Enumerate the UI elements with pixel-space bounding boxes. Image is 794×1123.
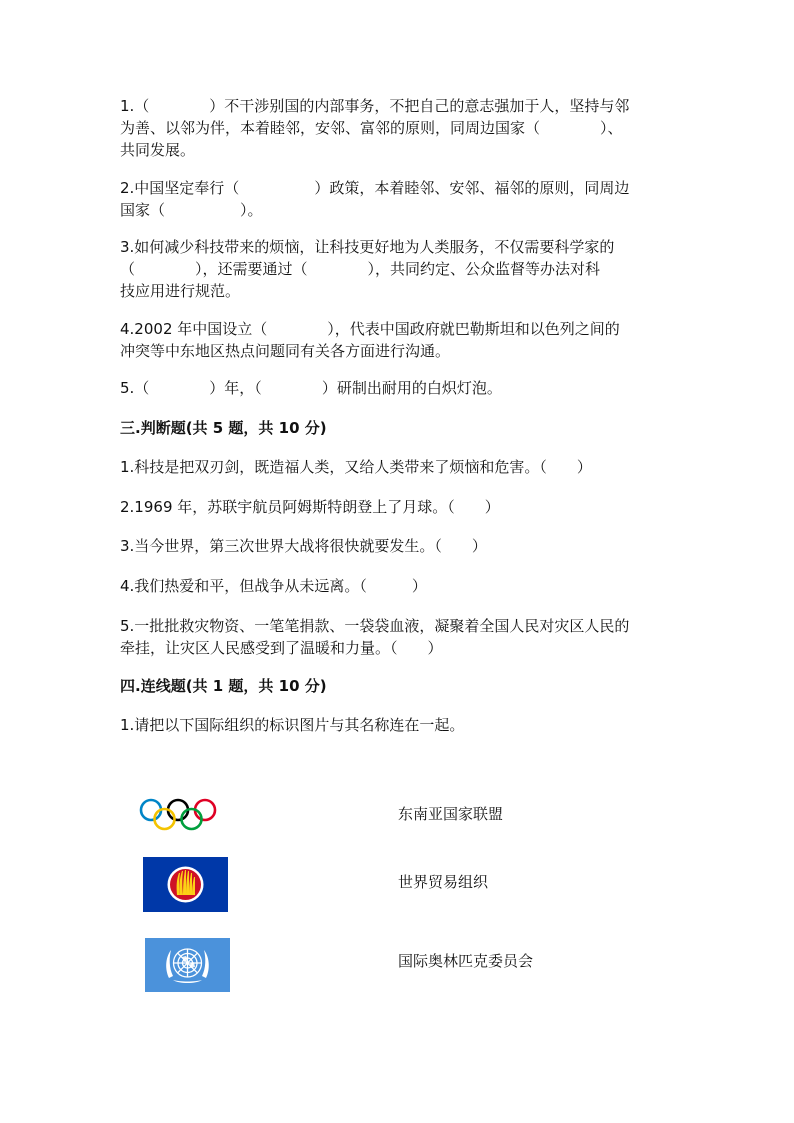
olympic-rings-icon <box>138 797 218 833</box>
org-name-asean: 东南亚国家联盟 <box>398 805 504 823</box>
question-line: 冲突等中东地区热点问题同有关各方面进行沟通。 <box>120 342 451 360</box>
question-line: 为善、以邻为伴，本着睦邻，安邻、富邻的原则，同周边国家（ ）、 <box>120 119 623 137</box>
fill-in-question-4 <box>120 318 680 362</box>
org-name-wto: 世界贸易组织 <box>398 873 489 891</box>
section-4-title: 四.连线题(共 1 题，共 10 分) <box>120 677 327 695</box>
org-name-ioc: 国际奥林匹克委员会 <box>398 952 534 970</box>
question-line: 4.2002 年中国设立（ ），代表中国政府就巴勒斯坦和以色列之间的 <box>120 320 620 338</box>
question-line: 3.如何减少科技带来的烦恼，让科技更好地为人类服务，不仅需要科学家的 <box>120 238 615 256</box>
fill-in-question-3 <box>120 236 680 302</box>
un-emblem-icon <box>145 938 230 992</box>
question-line: 技应用进行规范。 <box>120 282 241 300</box>
matching-instruction: 1.请把以下国际组织的标识图片与其名称连在一起。 <box>120 716 465 734</box>
question-line: 4.我们热爱和平，但战争从未远离。（ ） <box>120 577 427 595</box>
judgment-question-4 <box>120 575 680 597</box>
question-line: 5.一批批救灾物资、一笔笔捐款、一袋袋血液，凝聚着全国人民对灾区人民的 <box>120 617 630 635</box>
fill-in-question-5 <box>120 377 680 399</box>
fill-in-question-1 <box>120 95 680 161</box>
asean-emblem-icon <box>143 857 228 912</box>
section-3-title: 三.判断题(共 5 题，共 10 分) <box>120 419 327 437</box>
question-line: （ ），还需要通过（ ），共同约定、公众监督等办法对科 <box>120 260 601 278</box>
question-line: 国家（ ）。 <box>120 201 263 219</box>
fill-in-question-2 <box>120 177 680 221</box>
question-line: 1.（ ）不干涉别国的内部事务，不把自己的意志强加于人，坚持与邻 <box>120 97 630 115</box>
question-line: 共同发展。 <box>120 141 196 159</box>
judgment-question-3 <box>120 535 680 557</box>
question-line: 2.中国坚定奉行（ ）政策，本着睦邻、安邻、福邻的原则，同周边 <box>120 179 630 197</box>
question-line: 2.1969 年，苏联宇航员阿姆斯特朗登上了月球。（ ） <box>120 498 500 516</box>
judgment-question-5 <box>120 615 680 659</box>
judgment-question-2 <box>120 496 680 518</box>
question-line: 3.当今世界，第三次世界大战将很快就要发生。（ ） <box>120 537 487 555</box>
question-line: 1.科技是把双刃剑，既造福人类，又给人类带来了烦恼和危害。（ ） <box>120 458 592 476</box>
question-line: 5.（ ）年，（ ）研制出耐用的白炽灯泡。 <box>120 379 502 397</box>
question-line: 牵挂，让灾区人民感受到了温暖和力量。（ ） <box>120 639 443 657</box>
judgment-question-1 <box>120 456 680 478</box>
